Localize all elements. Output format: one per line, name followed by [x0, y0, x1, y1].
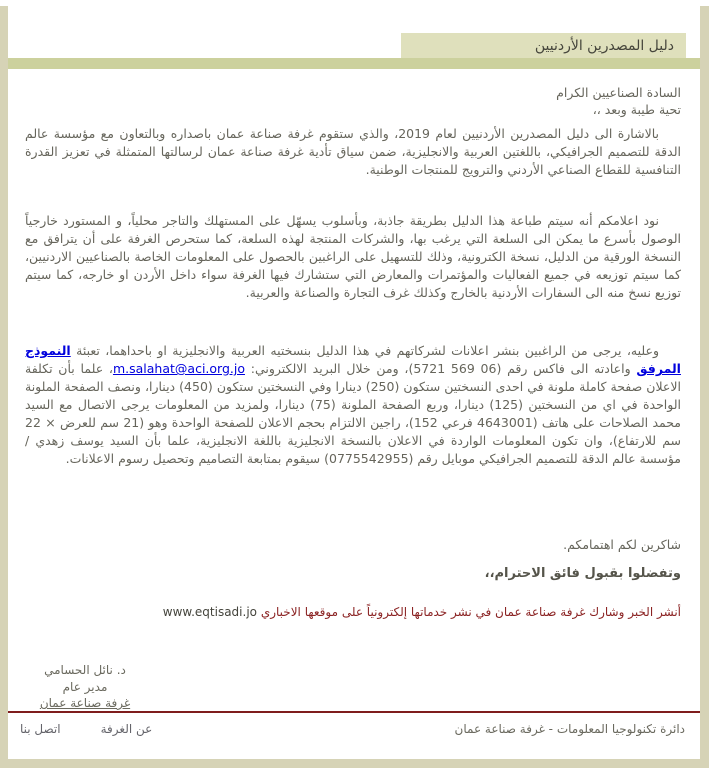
- greeting-line1: السادة الصناعيين الكرام: [556, 85, 681, 100]
- thanks-line: شاكرين لكم اهتمامكم.: [563, 537, 681, 552]
- promo-line: [25, 604, 681, 620]
- maroon-divider: [8, 711, 700, 713]
- footer-links: [20, 722, 152, 736]
- paragraph-advertising-part2: واعادته الى فاكس رقم (06 569 5721)، ومن خلال البريد الالكتروني:: [244, 361, 637, 376]
- contact-us-link[interactable]: اتصل بنا: [20, 722, 61, 736]
- signature-title: مدير عام: [62, 679, 108, 694]
- footer-department: دائرة تكنولوجيا المعلومات - غرفة صناعة عمان: [454, 722, 685, 736]
- page-title-text: دليل المصدرين الأردنيين: [534, 37, 674, 54]
- bottom-border-strip: [0, 759, 709, 768]
- attached-form-link[interactable]: النموذج المرفق: [25, 343, 681, 376]
- paragraph-details: نود اعلامكم أنه سيتم طباعة هذا الدليل بطريقة جاذبة، وبأسلوب يسهّل على المستهلك والتاجر محلياً، و المستورد خارجياً الوصول بأسرع ما يمكن الى السلعة التي يرغب بها، والشركات المنتجة لهذه السلعة، كما ستحرص الغرفة على أن يترافق مع النسخة الورقية من الدليل، نسخة الكترونية، وذلك للتسهيل على الراغبين بالحصول على المعلومات الخاصة بالصناعيين الاردنيين، كما سيتم توزيعه في جميع الفعاليات والمؤتمرات والمعارض التي ستشارك فيها الغرفة سواء داخل الأردن او خارجه، كما سيتم توزيع نسخ منه الى السفارات الأردنية بالخارج وكذلك غرف التجارة والصناعة والعربية.: [25, 213, 681, 300]
- paragraph-advertising-part3: ، علما بأن تكلفة الاعلان صفحة كاملة ملونة في احدى النسختين ستكون (250) دينارا وفي النسختين ستكون (450) دينارا، ونصف الصفحة الملونة الواحدة في اي من النسختين (125) دينارا، وربع الصفحة الملونة (75) دينارا، ولمزيد من المعلومات يرجى الاتصال مع السيد محمد الصلاحات على هاتف (4643001 فرعي 152)، راجين الالتزام بحجم الاعلان للصفحة الواحدة وهو (21 سم للعرض × 22 سم للارتفاع)، وان تكون المعلومات الواردة في الاعلان بالنسخة الانجليزية باللغة الانجليزية، علما بأن السيد يوسف زهدي / مؤسسة عالم الدقة للتصميم الجرافيكي موبايل رقم (0775542955) سيقوم بمتابعة التصاميم وتحصيل رسوم الاعلانات.: [25, 361, 682, 466]
- right-border-strip: [700, 6, 709, 768]
- paragraph-advertising: [25, 342, 681, 468]
- paragraph-intro: بالاشارة الى دليل المصدرين الأردنيين لعام 2019، والذي ستقوم غرفة صناعة عمان باصداره وبالتعاون مع مؤسسة عالم الدقة للتصميم الجرافيكي، باللغتين العربية والانجليزية، ضمن سياق تأدية غرفة صناعة عمان لرسالتها المتمثلة في تعزيز القدرة التنافسية للقطاع الصناعي الأردني والترويج للمنتجات الوطنية.: [25, 126, 681, 177]
- page-title: [401, 33, 686, 58]
- signature-block: [14, 662, 156, 712]
- greeting: [25, 84, 681, 118]
- left-border-strip: [0, 6, 8, 768]
- about-chamber-link[interactable]: عن الغرفة: [100, 722, 153, 736]
- paragraph-advertising-part1: وعليه، يرجى من الراغبين بنشر اعلانات لشركاتهم في هذا الدليل بنسختيه العربية والانجليزية او باحداهما، تعبئة: [70, 343, 659, 358]
- signature-org: غرفة صناعة عمان: [39, 696, 131, 710]
- email-link[interactable]: m.salahat@aci.org.jo: [112, 361, 245, 376]
- eqtisadi-link[interactable]: www.eqtisadi.jo: [162, 605, 257, 619]
- title-underline-band: [8, 58, 700, 69]
- closing-regards: وتفضلوا بقبول فائق الاحترام،،: [484, 566, 681, 581]
- signature-name: د. نائل الحسامي: [44, 663, 126, 677]
- promo-text: أنشر الخبر وشارك غرفة صناعة عمان في نشر خدماتها إلكترونياً على موقعها الاخباري: [257, 605, 681, 619]
- greeting-line2: تحية طيبة وبعد ،،: [592, 102, 681, 117]
